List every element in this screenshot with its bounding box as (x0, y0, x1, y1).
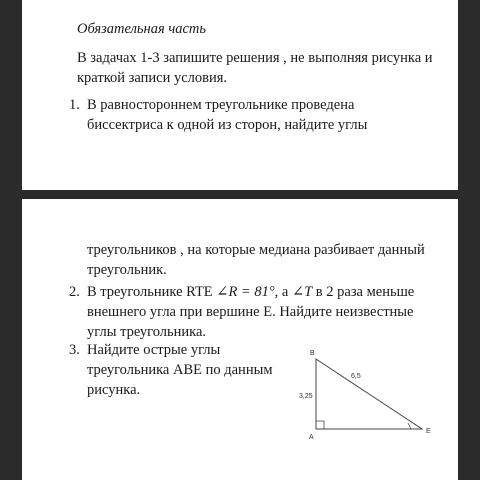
section-heading: Обязательная часть (77, 21, 206, 37)
task-text: В треугольнике RTE (87, 284, 217, 300)
task-1-continuation (87, 240, 425, 280)
task-text: , а (274, 284, 292, 300)
vertex-b-label: B (310, 350, 315, 357)
task-number: 1. (69, 97, 80, 113)
task-line: треугольник. (87, 262, 167, 278)
intro-line: краткой записи условия. (77, 70, 228, 86)
task-text: в 2 раза меньше (312, 284, 415, 300)
task-line: В равностороннем треугольнике проведена (87, 97, 355, 113)
right-angle-mark (316, 421, 324, 429)
side-be-label: 6,5 (351, 373, 361, 380)
angle-t-formula: ∠T (291, 284, 313, 300)
task-line: углы треугольника. (87, 324, 207, 340)
task-number: 2. (69, 284, 80, 300)
side-ab-label: 3,25 (299, 393, 313, 400)
task-line: внешнего угла при вершине Е. Найдите неизвестные (87, 304, 414, 320)
angle-r-formula: ∠R = 81° (216, 284, 275, 300)
vertex-a-label: A (309, 434, 314, 441)
triangle-abe-figure (295, 345, 440, 445)
triangle-abe (316, 359, 422, 429)
task-line: Найдите острые углы (87, 342, 221, 358)
intro-line: В задачах 1-3 запишите решения , не выполняя рисунка и (77, 50, 433, 66)
vertex-e-label: E (426, 428, 431, 435)
intro-paragraph (77, 48, 447, 88)
task-line: треугольников , на которые медиана разбивает данный (87, 242, 425, 258)
task-number: 3. (69, 342, 80, 358)
task-line: треугольника АВЕ по данным (87, 362, 273, 378)
task-line (87, 282, 414, 302)
task-line: рисунка. (87, 382, 141, 398)
angle-e-mark (408, 423, 411, 429)
task-line: биссектриса к одной из сторон, найдите углы (87, 117, 368, 133)
